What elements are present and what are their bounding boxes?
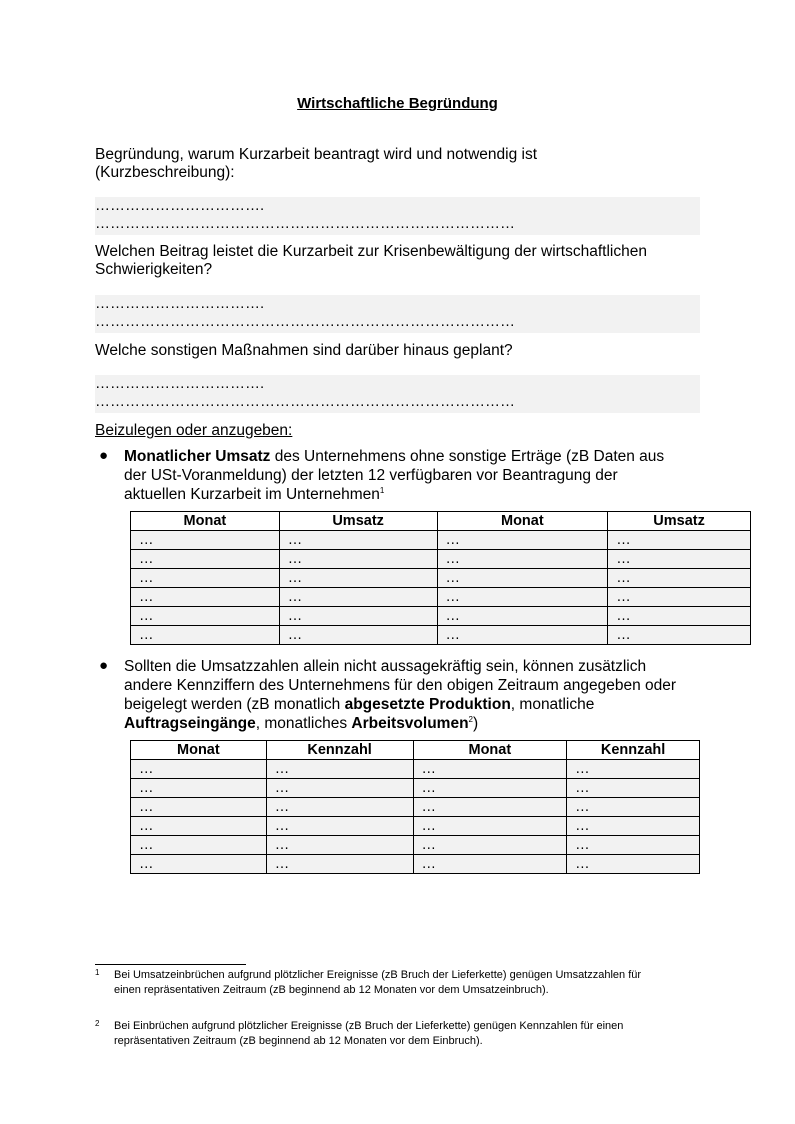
table-row [131,836,700,855]
table-cell[interactable]: … [279,626,437,645]
question-2 [95,243,705,279]
header-kpi: Kennzahl [567,741,700,760]
table-cell[interactable]: … [608,550,751,569]
bullet-1-text [124,447,704,504]
table-cell[interactable]: … [567,836,700,855]
answer-field-2-dots-short: ……………………………. [95,295,265,312]
answer-field-3-dots-long: ………………………………………………………………………… [95,393,515,410]
table-cell[interactable]: … [131,588,280,607]
table-cell[interactable]: … [279,607,437,626]
bullet-1-line-2: der USt-Voranmeldung) der letzten 12 verfügbaren vor Beantragung der [124,467,618,484]
footnote-1 [95,968,705,998]
header-revenue: Umsatz [279,512,437,531]
footnote-2-line-2: repräsentativen Zeitraum (zB beginnend ab 12 Monaten vor dem Einbruch). [114,1035,483,1047]
table-row [131,855,700,874]
table-cell[interactable]: … [608,531,751,550]
table-row [131,798,700,817]
table-row [131,626,751,645]
table-cell[interactable]: … [279,550,437,569]
header-month: Monat [131,741,267,760]
bullet-2-line-2: andere Kennziffern des Unternehmens für den obigen Zeitraum angegeben oder [124,677,677,694]
footnote-separator [95,964,246,965]
footnote-1-line-1: Bei Umsatzeinbrüchen aufgrund plötzlicher Ereignisse (zB Bruch der Lieferkette) genügen Umsatzzahlen für [114,969,642,981]
table-cell[interactable]: … [279,531,437,550]
question-2-line-2: Schwierigkeiten? [95,261,213,278]
table-row [131,569,751,588]
table-cell[interactable]: … [266,855,413,874]
table-cell[interactable]: … [437,588,608,607]
attachments-heading: Beizulegen oder anzugeben: [95,422,293,439]
table-cell[interactable]: … [266,817,413,836]
bullet-2-line-4b: , monatliches [255,715,352,732]
table-cell[interactable]: … [608,569,751,588]
answer-field-2-dots-long: ………………………………………………………………………… [95,313,515,330]
table-cell[interactable]: … [608,626,751,645]
bullet-2-line-3a: beigelegt werden (zB monatlich [124,696,345,713]
kpi-table [130,740,700,874]
table-cell[interactable]: … [131,531,280,550]
footnote-1-line-2: einen repräsentativen Zeitraum (zB beginnend ab 12 Monaten vor dem Umsatzeinbruch). [114,984,549,996]
question-3-line-1: Welche sonstigen Maßnahmen sind darüber hinaus geplant? [95,342,513,359]
table-cell[interactable]: … [131,569,280,588]
header-month: Monat [437,512,608,531]
table-cell[interactable]: … [437,531,608,550]
table-cell[interactable]: … [437,626,608,645]
table-cell[interactable]: … [413,798,567,817]
table-cell[interactable]: … [131,607,280,626]
bullet-1-bold: Monatlicher Umsatz [124,448,271,465]
table-cell[interactable]: … [437,569,608,588]
footnote-2-number: 2 [95,1019,100,1028]
table-cell[interactable]: … [266,779,413,798]
bullet-2-text [124,657,704,733]
header-month: Monat [413,741,567,760]
answer-field-2[interactable] [95,295,700,333]
bullet-2-marker: ● [99,657,109,674]
table-header-row [131,741,700,760]
footnote-ref-2[interactable]: 2 [468,714,473,724]
question-1-line-2: (Kurzbeschreibung): [95,164,235,181]
table-cell[interactable]: … [131,855,267,874]
table-cell[interactable]: … [437,607,608,626]
table-cell[interactable]: … [608,607,751,626]
bullet-2-line-1: Sollten die Umsatzzahlen allein nicht aussagekräftig sein, können zusätzlich [124,658,647,675]
bullet-1-line-3: aktuellen Kurzarbeit im Unternehmen [124,486,380,503]
table-row [131,607,751,626]
table-cell[interactable]: … [266,760,413,779]
bullet-1-marker: ● [99,447,109,464]
footnote-ref-1[interactable]: 1 [379,485,385,495]
table-row [131,779,700,798]
table-row [131,760,700,779]
table-cell[interactable]: … [131,760,267,779]
table-row [131,588,751,607]
header-revenue: Umsatz [608,512,751,531]
table-row [131,550,751,569]
table-cell[interactable]: … [131,550,280,569]
table-cell[interactable]: … [567,817,700,836]
table-cell[interactable]: … [437,550,608,569]
table-cell[interactable]: … [279,569,437,588]
revenue-table [130,511,751,645]
table-cell[interactable]: … [567,779,700,798]
bullet-2-bold-orders: Auftragseingänge [124,715,256,732]
footnote-2 [95,1019,705,1049]
bullet-2-bold-volume: Arbeitsvolumen [351,715,469,732]
table-cell[interactable]: … [131,817,267,836]
header-kpi: Kennzahl [266,741,413,760]
table-cell[interactable]: … [413,817,567,836]
table-cell[interactable]: … [131,779,267,798]
page-title: Wirtschaftliche Begründung [297,95,498,112]
table-cell[interactable]: … [567,760,700,779]
question-1 [95,146,705,182]
table-cell[interactable]: … [413,760,567,779]
table-cell[interactable]: … [413,779,567,798]
question-3 [95,342,705,360]
bullet-2-bold-production: abgesetzte Produktion [344,696,511,713]
table-row [131,817,700,836]
footnote-2-line-1: Bei Einbrüchen aufgrund plötzlicher Ereignisse (zB Bruch der Lieferkette) genügen Kennzahlen für einen [114,1020,624,1032]
bullet-2-line-4d: ) [473,715,479,732]
table-cell[interactable]: … [131,798,267,817]
table-row [131,531,751,550]
table-cell[interactable]: … [131,626,280,645]
table-cell[interactable]: … [266,836,413,855]
table-header-row [131,512,751,531]
footnote-1-number: 1 [95,968,100,977]
table-cell[interactable]: … [608,588,751,607]
table-cell[interactable]: … [413,855,567,874]
header-month: Monat [131,512,280,531]
table-cell[interactable]: … [279,588,437,607]
table-cell[interactable]: … [131,836,267,855]
answer-field-1-dots-long: ………………………………………………………………………… [95,215,515,232]
question-2-line-1: Welchen Beitrag leistet die Kurzarbeit zur Krisenbewältigung der wirtschaftlichen [95,243,647,260]
answer-field-3[interactable] [95,375,700,413]
question-1-line-1: Begründung, warum Kurzarbeit beantragt wird und notwendig ist [95,146,538,163]
table-cell[interactable]: … [413,836,567,855]
bullet-1-rest: des Unternehmens ohne sonstige Erträge (zB Daten aus [270,448,665,465]
answer-field-3-dots-short: ……………………………. [95,375,265,392]
answer-field-1-dots-short: ……………………………. [95,197,265,214]
answer-field-1[interactable] [95,197,700,235]
bullet-2-line-3c: , monatliche [510,696,595,713]
table-cell[interactable]: … [266,798,413,817]
table-cell[interactable]: … [567,855,700,874]
table-cell[interactable]: … [567,798,700,817]
